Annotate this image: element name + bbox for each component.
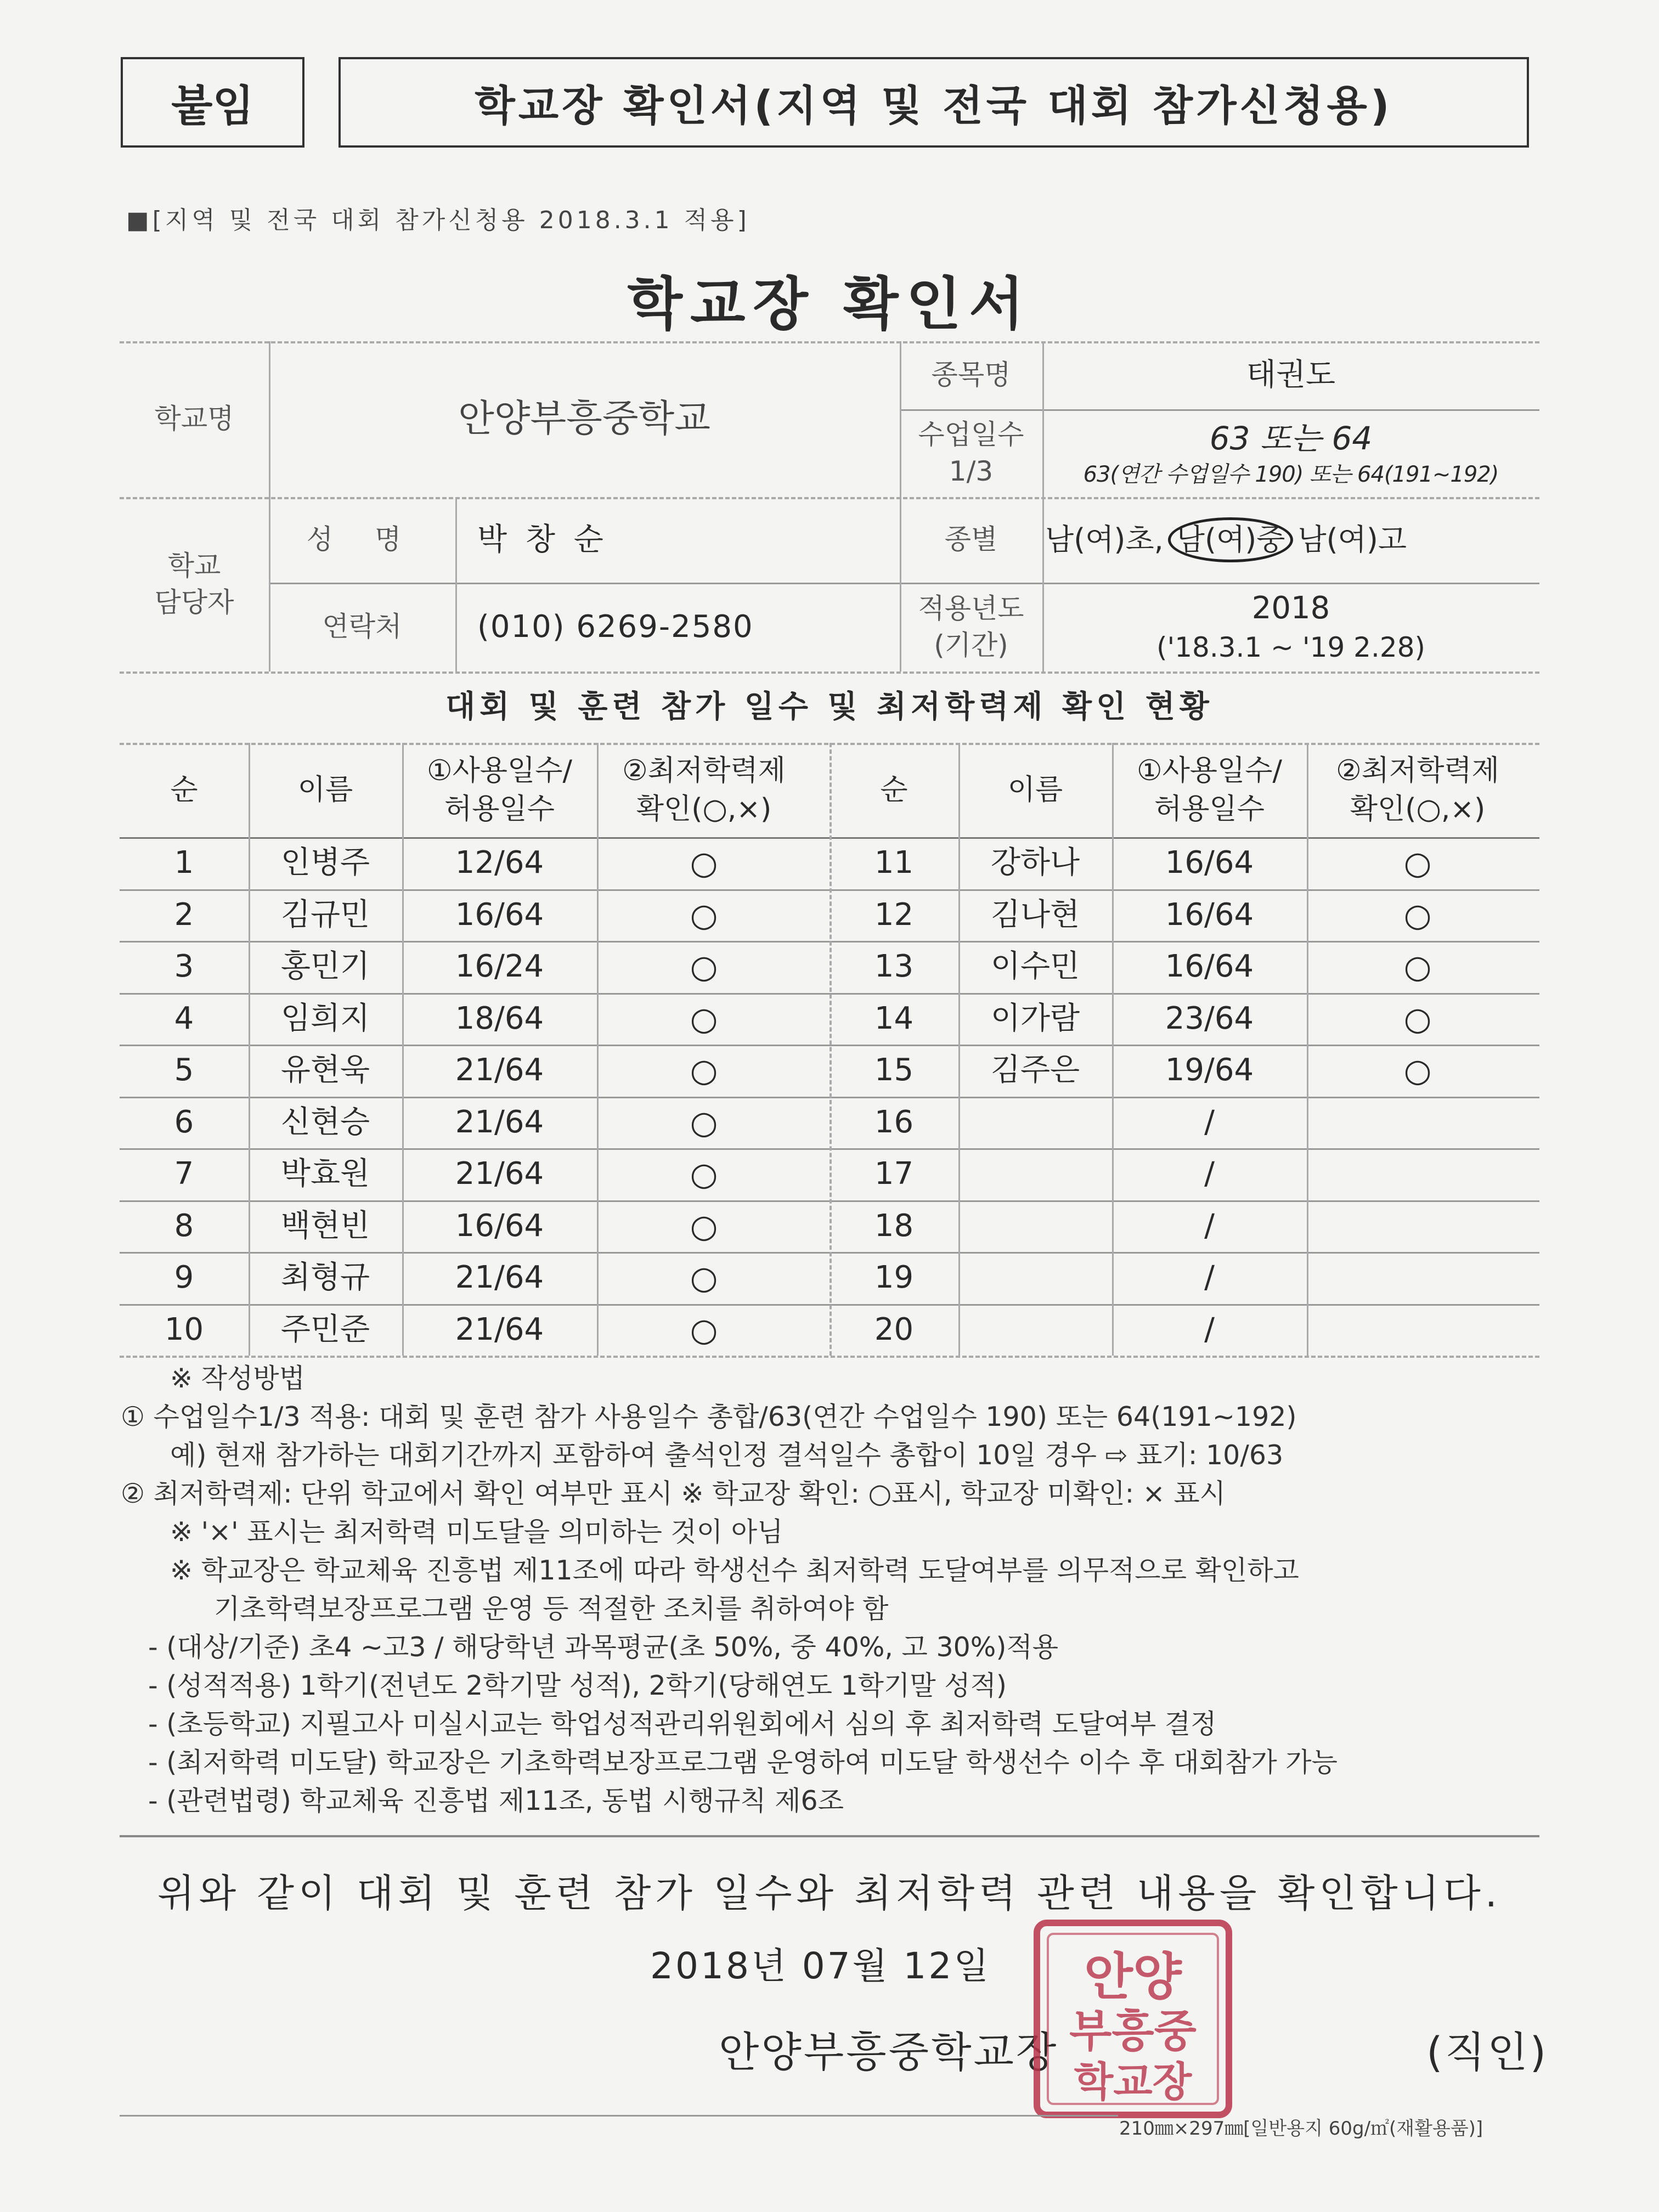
header-days bbox=[1112, 743, 1307, 837]
roster-name: 이수민 bbox=[990, 949, 1080, 985]
attachment-label: 붙임 bbox=[121, 57, 304, 148]
roster-no: 11 bbox=[874, 845, 914, 881]
header-days-line: 허용일수 bbox=[1154, 793, 1265, 826]
roster-no: 13 bbox=[874, 949, 914, 985]
category-label: 종별 bbox=[944, 523, 998, 556]
header-name-line: 이름 bbox=[297, 773, 353, 806]
header-days-line: ①사용일수/ bbox=[1136, 754, 1283, 787]
roster-check: ○ bbox=[690, 1259, 718, 1297]
roster-check: ○ bbox=[1403, 1052, 1432, 1090]
document-title: 학교장 확인서 bbox=[627, 270, 1032, 337]
svg-text:안양: 안양 bbox=[1084, 1947, 1182, 2006]
note-item: 예) 현재 참가하는 대회기간까지 포함하여 출석인정 결석일수 총합이 10일 경우 ⇨ 표기: 10/63 bbox=[170, 1440, 1284, 1471]
category-value bbox=[1045, 497, 1539, 583]
roster-check: ○ bbox=[690, 1052, 718, 1090]
principal-title: 안양부흥중학교장 bbox=[719, 2028, 1059, 2076]
header-days bbox=[402, 743, 597, 837]
year-value: 2018 bbox=[1251, 590, 1330, 627]
category-elementary: 남(여)초, bbox=[1045, 522, 1164, 557]
class-days-detail: 63(연간 수업일수 190) 또는 64(191~192) bbox=[1083, 462, 1499, 488]
roster-days: 12/64 bbox=[455, 845, 544, 881]
roster-check bbox=[1307, 1097, 1528, 1149]
class-days-label bbox=[900, 409, 1042, 497]
roster-check: ○ bbox=[690, 948, 718, 986]
roster-check bbox=[1307, 1252, 1528, 1304]
phone-label: 연락처 bbox=[322, 611, 402, 643]
roster-check: ○ bbox=[690, 896, 718, 934]
note-heading: ※ 작성방법 bbox=[170, 1363, 305, 1394]
roster-days: 16/64 bbox=[1165, 896, 1254, 933]
roster-name: 인병주 bbox=[280, 845, 370, 881]
roster-days: 21/64 bbox=[455, 1156, 544, 1192]
roster-days: 23/64 bbox=[1165, 1000, 1254, 1036]
roster-name: 박효원 bbox=[280, 1156, 370, 1192]
roster-check: ○ bbox=[690, 1000, 718, 1037]
event-value: 태권도 bbox=[1246, 357, 1336, 393]
form-note: ■[지역 및 전국 대회 참가신청용 2018.3.1 적용] bbox=[126, 206, 750, 234]
name-label: 성 명 bbox=[306, 523, 418, 556]
roster-name bbox=[958, 1252, 1112, 1304]
roster-name bbox=[958, 1304, 1112, 1356]
header-days-line: 허용일수 bbox=[444, 793, 555, 826]
roster-days: / bbox=[1204, 1156, 1215, 1192]
note-item: ※ 학교장은 학교체육 진흥법 제11조에 따라 학생선수 최저학력 도달여부를 의무적으로 확인하고 bbox=[170, 1555, 1299, 1586]
roster-no: 7 bbox=[174, 1156, 194, 1192]
roster-title: 대회 및 훈련 참가 일수 및 최저학력제 확인 현황 bbox=[445, 689, 1214, 725]
header-check-line: ②최저학력제 bbox=[622, 754, 786, 787]
header-days-line: ①사용일수/ bbox=[426, 754, 573, 787]
category-middle-circled: 남(여)중 bbox=[1168, 517, 1294, 563]
header-check-line: 확인(○,×) bbox=[636, 793, 772, 826]
roster-name bbox=[958, 1148, 1112, 1200]
confirmation-statement: 위와 같이 대회 및 훈련 참가 일수와 최저학력 관련 내용을 확인합니다. bbox=[157, 1871, 1502, 1916]
header-check bbox=[597, 743, 811, 837]
roster-name: 김나현 bbox=[990, 896, 1080, 933]
roster-days: / bbox=[1204, 1260, 1215, 1296]
instructions bbox=[121, 1359, 1569, 1820]
roster-check: ○ bbox=[1403, 896, 1432, 934]
class-days-value-cell bbox=[1042, 409, 1539, 497]
roster-name: 김주은 bbox=[990, 1052, 1080, 1088]
roster-name: 유현욱 bbox=[280, 1052, 370, 1088]
roster-days: 19/64 bbox=[1165, 1052, 1254, 1088]
event-label: 종목명 bbox=[931, 359, 1011, 391]
note-item: - (최저학력 미도달) 학교장은 기초학력보장프로그램 운영하여 미도달 학생선수 이수 후 대회참가 가능 bbox=[148, 1747, 1338, 1778]
note-item: - (대상/기준) 초4 ~고3 / 해당학년 과목평균(초 50%, 중 40%, 고 30%)적용 bbox=[148, 1632, 1059, 1663]
roster-days: 16/24 bbox=[455, 949, 544, 985]
roster-name: 이가람 bbox=[990, 1000, 1080, 1036]
roster-name bbox=[958, 1097, 1112, 1149]
roster-check: ○ bbox=[1403, 948, 1432, 986]
roster-days: 16/64 bbox=[455, 896, 544, 933]
roster-no: 9 bbox=[174, 1260, 194, 1296]
header-check-line: ②최저학력제 bbox=[1336, 754, 1499, 787]
contact-group-label-line1: 학교 bbox=[167, 549, 221, 582]
year-label bbox=[900, 583, 1042, 672]
note-item: ① 수업일수1/3 적용: 대회 및 훈련 참가 사용일수 총합/63(연간 수업일수 190) 또는 64(191~192) bbox=[121, 1401, 1297, 1432]
phone-value: (010) 6269-2580 bbox=[477, 609, 754, 645]
roster-check bbox=[1307, 1148, 1528, 1200]
roster-no: 4 bbox=[174, 1000, 194, 1036]
year-label-line1: 적용년도 bbox=[918, 592, 1024, 624]
official-seal-note: (직인) bbox=[1426, 2028, 1549, 2076]
header-no bbox=[830, 743, 958, 837]
roster-check: ○ bbox=[1403, 844, 1432, 882]
roster-no: 18 bbox=[874, 1207, 914, 1244]
roster-days: / bbox=[1204, 1207, 1215, 1244]
roster-check: ○ bbox=[690, 1103, 718, 1141]
note-item: ② 최저학력제: 단위 학교에서 확인 여부만 표시 ※ 학교장 확인: ○표시, 학교장 미확인: × 표시 bbox=[121, 1478, 1226, 1509]
paper-spec: 210㎜×297㎜[일반용지 60g/㎡(재활용품)] bbox=[1119, 2118, 1483, 2140]
school-seal-stamp bbox=[1031, 1917, 1234, 2120]
header-name bbox=[249, 743, 402, 837]
svg-text:부흥중: 부흥중 bbox=[1069, 2005, 1197, 2057]
contact-group-label-line2: 담당자 bbox=[154, 586, 234, 618]
note-item: - (성적적용) 1학기(전년도 2학기말 성적), 2학기(당해연도 1학기말 성적) bbox=[148, 1670, 1007, 1701]
roster-name bbox=[958, 1200, 1112, 1252]
year-value-cell bbox=[1042, 583, 1539, 672]
roster-check bbox=[1307, 1304, 1528, 1356]
note-item: - (관련법령) 학교체육 진흥법 제11조, 동법 시행규칙 제6조 bbox=[148, 1785, 844, 1816]
category-high: 남(여)고 bbox=[1297, 522, 1407, 557]
roster-name: 임희지 bbox=[280, 1000, 370, 1036]
roster-check: ○ bbox=[690, 1207, 718, 1245]
header-name bbox=[958, 743, 1112, 837]
header-check-line: 확인(○,×) bbox=[1350, 793, 1486, 826]
roster-name: 신현승 bbox=[280, 1104, 370, 1140]
school-name-label: 학교명 bbox=[154, 403, 234, 435]
roster-days: 16/64 bbox=[1165, 949, 1254, 985]
header-check bbox=[1307, 743, 1528, 837]
class-days-label-line2: 1/3 bbox=[949, 455, 994, 487]
roster-check: ○ bbox=[690, 1155, 718, 1193]
roster-days: 16/64 bbox=[1165, 845, 1254, 881]
roster-days: 21/64 bbox=[455, 1104, 544, 1140]
roster-name: 김규민 bbox=[280, 896, 370, 933]
roster-check bbox=[1307, 1200, 1528, 1252]
year-label-line2: (기간) bbox=[934, 629, 1008, 661]
class-days-value: 63 또는 64 bbox=[1209, 419, 1373, 457]
contact-group-label bbox=[120, 497, 269, 672]
header-no-line: 순 bbox=[880, 773, 908, 806]
roster-no: 12 bbox=[874, 896, 914, 933]
roster-no: 20 bbox=[874, 1311, 914, 1347]
roster-no: 8 bbox=[174, 1207, 194, 1244]
roster-check: ○ bbox=[690, 1311, 718, 1348]
roster-check: ○ bbox=[1403, 1000, 1432, 1037]
issue-date: 2018년 07월 12일 bbox=[650, 1945, 991, 1987]
roster-no: 5 bbox=[174, 1052, 194, 1088]
roster-name: 강하나 bbox=[990, 845, 1080, 881]
roster-no: 10 bbox=[164, 1311, 204, 1347]
header-title: 학교장 확인서(지역 및 전국 대회 참가신청용) bbox=[338, 57, 1529, 148]
roster-days: 18/64 bbox=[455, 1000, 544, 1036]
note-item: - (초등학교) 지필고사 미실시교는 학업성적관리위원회에서 심의 후 최저학력 도달여부 결정 bbox=[148, 1708, 1217, 1740]
roster-days: / bbox=[1204, 1104, 1215, 1140]
roster-name: 홍민기 bbox=[280, 949, 370, 985]
header-no bbox=[120, 743, 249, 837]
roster-no: 6 bbox=[174, 1104, 194, 1140]
roster-no: 1 bbox=[174, 845, 194, 881]
header-no-line: 순 bbox=[170, 773, 198, 806]
class-days-label-line1: 수업일수 bbox=[918, 418, 1024, 450]
roster-no: 16 bbox=[874, 1104, 914, 1140]
roster-no: 19 bbox=[874, 1260, 914, 1296]
name-value: 박 창 순 bbox=[477, 522, 608, 558]
roster-days: / bbox=[1204, 1311, 1215, 1347]
roster-no: 3 bbox=[174, 949, 194, 985]
roster-check: ○ bbox=[690, 844, 718, 882]
school-name-value: 안양부흥중학교 bbox=[458, 397, 710, 441]
roster-no: 15 bbox=[874, 1052, 914, 1088]
roster-days: 16/64 bbox=[455, 1207, 544, 1244]
roster-days: 21/64 bbox=[455, 1260, 544, 1296]
roster-days: 21/64 bbox=[455, 1052, 544, 1088]
header-name-line: 이름 bbox=[1007, 773, 1063, 806]
roster-name: 주민준 bbox=[280, 1311, 370, 1347]
roster-no: 17 bbox=[874, 1156, 914, 1192]
svg-text:학교장: 학교장 bbox=[1074, 2058, 1192, 2106]
note-item: ※ '×' 표시는 최저학력 미도달을 의미하는 것이 아님 bbox=[170, 1516, 783, 1548]
roster-no: 14 bbox=[874, 1000, 914, 1036]
note-item: 기초학력보장프로그램 운영 등 적절한 조치를 취하여야 함 bbox=[214, 1593, 889, 1624]
year-period: ('18.3.1 ~ '19 2.28) bbox=[1156, 631, 1426, 664]
roster-no: 2 bbox=[174, 896, 194, 933]
roster-days: 21/64 bbox=[455, 1311, 544, 1347]
roster-name: 백현빈 bbox=[280, 1207, 370, 1244]
roster-name: 최형규 bbox=[280, 1260, 370, 1296]
